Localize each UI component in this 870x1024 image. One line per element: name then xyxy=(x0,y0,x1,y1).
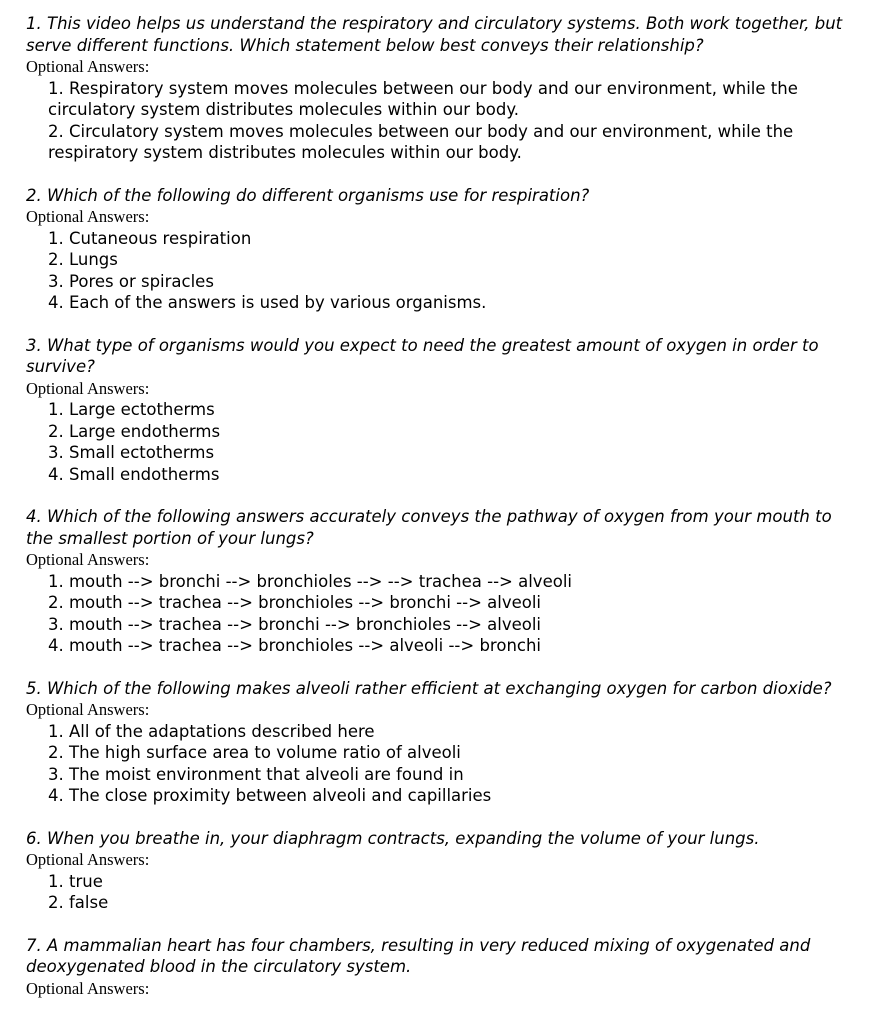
answer-option: 2. Circulatory system moves molecules between our body and our environment, while the respiratory system distributes molecules within our body. xyxy=(48,121,794,162)
optional-answers-label: Optional Answers: xyxy=(26,550,150,569)
question-6 xyxy=(26,828,850,914)
question-5 xyxy=(26,678,850,807)
question-text: 7. A mammalian heart has four chambers, resulting in very reduced mixing of oxygenated and deoxygenated blood in the circulatory system. xyxy=(26,935,811,976)
answer-option: 1. Respiratory system moves molecules between our body and our environment, while the circulatory system distributes molecules within our body. xyxy=(48,78,798,119)
answer-option: 4. mouth --> trachea --> bronchioles --> alveoli --> bronchi xyxy=(48,636,542,655)
question-7 xyxy=(26,935,850,1000)
answer-list xyxy=(26,228,850,314)
answer-option: 3. Small ectotherms xyxy=(48,443,215,462)
answer-option: 4. The close proximity between alveoli and capillaries xyxy=(48,786,492,805)
question-1 xyxy=(26,13,850,164)
answer-option: 3. The moist environment that alveoli are found in xyxy=(48,764,464,784)
answer-list xyxy=(26,399,850,485)
answer-option: 4. Each of the answers is used by various organisms. xyxy=(48,293,487,312)
answer-list xyxy=(26,721,850,807)
answer-option: 1. Large ectotherms xyxy=(48,400,215,419)
answer-option: 2. Lungs xyxy=(48,250,118,269)
question-2 xyxy=(26,185,850,314)
question-text: 3. What type of organisms would you expect to need the greatest amount of oxygen in order to survive? xyxy=(26,335,819,376)
optional-answers-label: Optional Answers: xyxy=(26,57,150,76)
answer-option: 4. Small endotherms xyxy=(48,464,220,484)
optional-answers-label: Optional Answers: xyxy=(26,850,150,869)
optional-answers-label: Optional Answers: xyxy=(26,978,150,998)
answer-option: 1. mouth --> bronchi --> bronchioles --> --> trachea --> alveoli xyxy=(48,571,572,591)
answer-option: 3. Pores or spiracles xyxy=(48,271,214,291)
optional-answers-label: Optional Answers: xyxy=(26,378,150,398)
question-text: 1. This video helps us understand the respiratory and circulatory systems. Both work together, but serve different functions. Which statement below best conveys their relationship? xyxy=(26,14,843,55)
optional-answers-label: Optional Answers: xyxy=(26,700,150,719)
answer-option: 2. The high surface area to volume ratio of alveoli xyxy=(48,743,461,762)
question-3 xyxy=(26,335,850,486)
question-text: 4. Which of the following answers accurately conveys the pathway of oxygen from your mouth to the smallest portion of your lungs? xyxy=(26,507,832,548)
question-text: 2. Which of the following do different organisms use for respiration? xyxy=(26,185,590,205)
answer-option: 1. Cutaneous respiration xyxy=(48,228,252,248)
optional-answers-label: Optional Answers: xyxy=(26,207,150,226)
answer-option: 2. mouth --> trachea --> bronchioles --> bronchi --> alveoli xyxy=(48,593,542,612)
question-4 xyxy=(26,506,850,657)
answer-list xyxy=(26,871,850,914)
answer-option: 1. All of the adaptations described here xyxy=(48,721,375,741)
answer-list xyxy=(26,78,850,164)
question-text: 6. When you breathe in, your diaphragm contracts, expanding the volume of your lungs. xyxy=(26,828,760,848)
answer-option: 2. false xyxy=(48,893,109,912)
answer-option: 3. mouth --> trachea --> bronchi --> bronchioles --> alveoli xyxy=(48,614,542,634)
answer-option: 2. Large endotherms xyxy=(48,421,221,441)
question-text: 5. Which of the following makes alveoli rather efficient at exchanging oxygen for carbon dioxide? xyxy=(26,678,832,698)
answer-list xyxy=(26,571,850,657)
answer-option: 1. true xyxy=(48,871,103,891)
